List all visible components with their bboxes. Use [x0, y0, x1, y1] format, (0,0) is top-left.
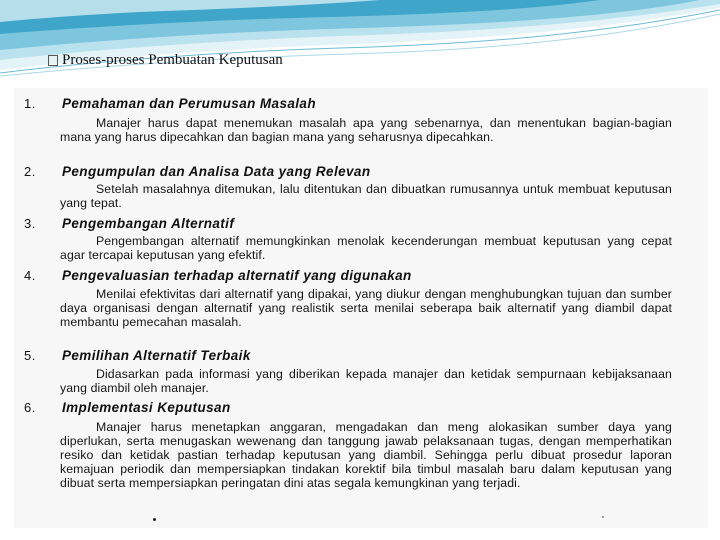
box-bullet-icon — [48, 55, 58, 66]
step-heading: Implementasi Keputusan — [62, 400, 231, 415]
step-text: Manajer harus dapat menemukan masalah apa yang sebenarnya, dan menentukan bagian-bagian mana yang harus dipecahkan dan bagian mana yang seharusnya dipecahkan. — [60, 116, 672, 145]
scan-speck — [602, 516, 604, 518]
step-text: Pengembangan alternatif memungkinkan menolak kecenderungan membuat keputusan yang cepat agar tercapai keputusan yang efektif. — [60, 234, 672, 263]
scanned-document-image — [14, 88, 708, 528]
step-text: Manajer harus menetapkan anggaran, mengadakan dan meng alokasikan sumber daya yang diperlukan, serta menugaskan wewenang dan tanggung jawab pelaksanaan tugas, dengan memperhatikan resiko dan ketidak pastian terhadap keputusan yang diambil. Sehingga perlu dibuat prosedur laporan kemajuan periodik dan mempersiapkan tindakan korektif bila timbul masalah baru dalam keputusan yang dibuat serta mempersiapkan peringatan dini atas segala kemungkinan yang terjadi. — [60, 420, 672, 491]
step-number: 3. — [24, 216, 36, 231]
scan-speck — [153, 518, 156, 521]
step-heading: Pemilihan Alternatif Terbaik — [62, 348, 251, 363]
step-heading: Pemahaman dan Perumusan Masalah — [62, 96, 316, 111]
step-text: Setelah masalahnya ditemukan, lalu ditentukan dan dibuatkan rumusannya untuk membuat keputusan yang tepat. — [60, 182, 672, 211]
step-number: 4. — [24, 268, 36, 283]
step-number: 5. — [24, 348, 36, 363]
step-heading: Pengumpulan dan Analisa Data yang Relevan — [62, 164, 371, 179]
slide-title: Proses-proses Pembuatan Keputusan — [62, 52, 283, 68]
step-number: 6. — [24, 400, 36, 415]
step-heading: Pengembangan Alternatif — [62, 216, 235, 231]
slide-title-row — [48, 52, 283, 69]
step-number: 1. — [24, 96, 36, 111]
step-number: 2. — [24, 164, 36, 179]
step-text: Didasarkan pada informasi yang diberikan kepada manajer dan ketidak sempurnaan kebijaksanaan yang diambil oleh manajer. — [60, 367, 672, 396]
step-heading: Pengevaluasian terhadap alternatif yang digunakan — [62, 268, 412, 283]
step-text: Menilai efektivitas dari alternatif yang dipakai, yang diukur dengan menghubungkan tujuan dan sumber daya organisasi dengan alternatif yang realistik serta menilai seberapa baik alternatif yang diambil dapat membantu pemecahan masalah. — [60, 287, 672, 330]
